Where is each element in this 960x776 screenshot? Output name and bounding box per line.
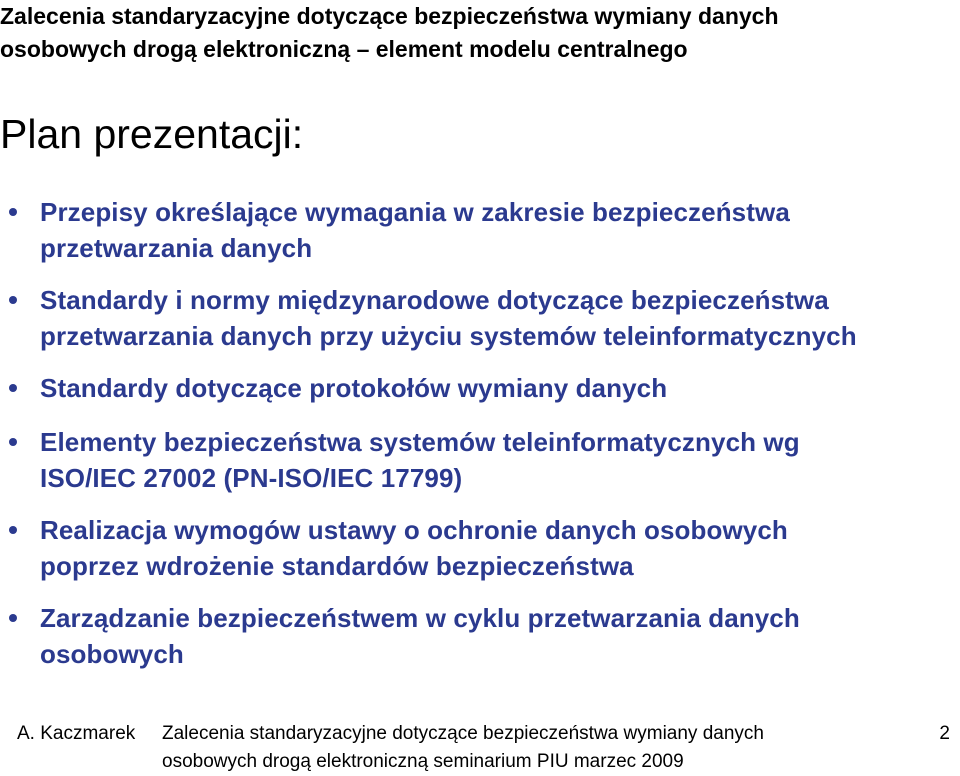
bullet-marker-icon	[9, 614, 17, 622]
bullet-text-line: Standardy dotyczące protokołów wymiany danych	[40, 373, 668, 403]
footer-description-line-1: Zalecenia standaryzacyjne dotyczące bezpieczeństwa wymiany danych	[162, 723, 764, 744]
slide-title: Plan prezentacji:	[0, 111, 304, 157]
bullet-text-line: Standardy i normy międzynarodowe dotyczące bezpieczeństwa	[40, 285, 829, 315]
bullet-marker-icon	[9, 384, 17, 392]
bullet-text-line: przetwarzania danych przy użyciu systemów teleinformatycznych	[40, 321, 857, 351]
bullet-text-line: ISO/IEC 27002 (PN-ISO/IEC 17799)	[40, 463, 463, 493]
bullet-marker-icon	[9, 438, 17, 446]
bullet-marker-icon	[9, 208, 17, 216]
bullet-text-line: Elementy bezpieczeństwa systemów teleinformatycznych wg	[40, 427, 800, 457]
bullet-text-line: Zarządzanie bezpieczeństwem w cyklu przetwarzania danych	[40, 603, 800, 633]
footer-description	[162, 720, 764, 776]
slide-header-title	[0, 0, 950, 66]
page-number: 2	[939, 723, 950, 744]
bullet-marker-icon	[9, 526, 17, 534]
footer-author: A. Kaczmarek	[17, 723, 136, 744]
bullet-text-line: poprzez wdrożenie standardów bezpieczeństwa	[40, 551, 634, 581]
bullet-text-line: przetwarzania danych	[40, 233, 313, 263]
bullet-text-line: Realizacja wymogów ustawy o ochronie danych osobowych	[40, 515, 788, 545]
slide-header-title-line-1: Zalecenia standaryzacyjne dotyczące bezpieczeństwa wymiany danych	[0, 3, 779, 29]
bullet-text-line: Przepisy określające wymagania w zakresie bezpieczeństwa	[40, 197, 790, 227]
slide-footer	[0, 718, 960, 770]
footer-description-line-2: osobowych drogą elektroniczną seminarium PIU marzec 2009	[162, 751, 684, 772]
bullet-text-line: osobowych	[40, 639, 184, 669]
bullet-marker-icon	[9, 296, 17, 304]
slide-header-title-line-2: osobowych drogą elektroniczną – element modelu centralnego	[0, 36, 688, 62]
